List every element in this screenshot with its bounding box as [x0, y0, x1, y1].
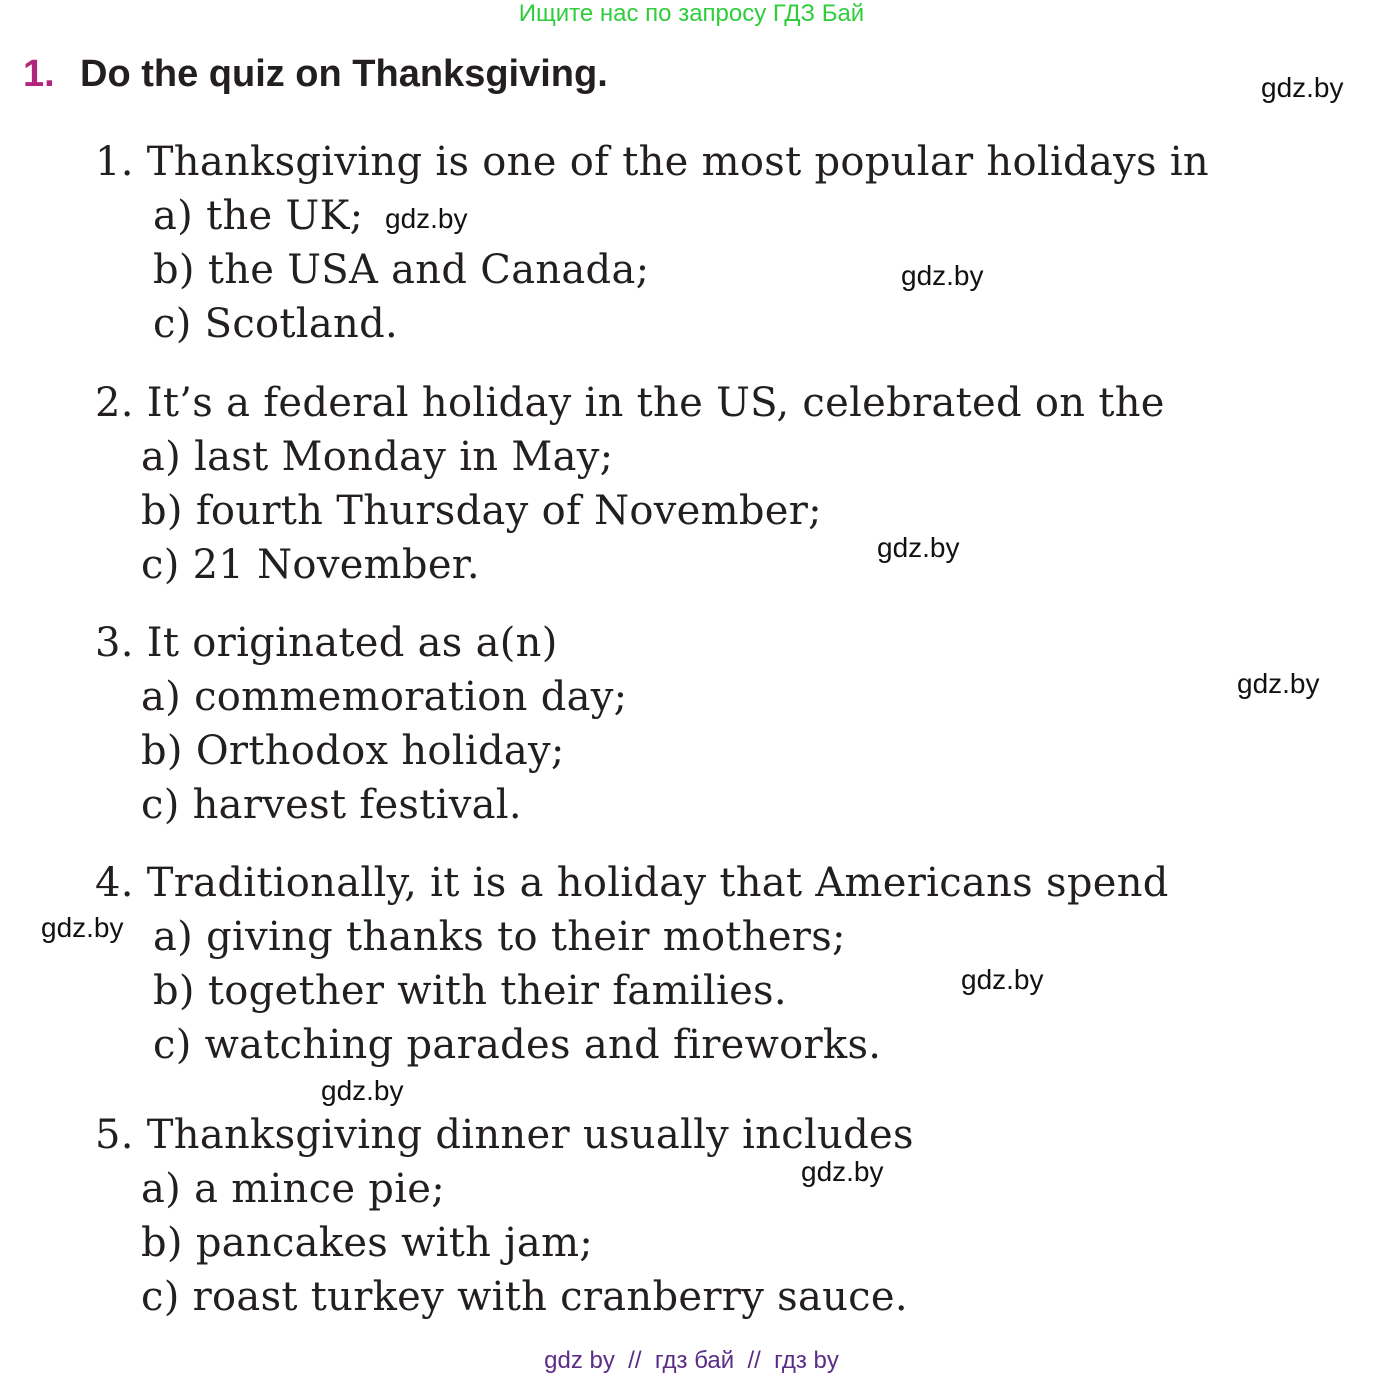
- question-4-option-a: a) giving thanks to their mothers;: [153, 914, 846, 960]
- question-3-option-a: a) commemoration day;: [141, 674, 628, 720]
- question-5: 5. Thanksgiving dinner usually includes: [95, 1112, 914, 1158]
- question-2-option-a: a) last Monday in May;: [141, 434, 614, 480]
- question-3: 3. It originated as a(n): [95, 620, 558, 666]
- bottom-banner: gdz by // гдз бай // гдз by: [544, 1347, 839, 1374]
- question-1-option-a: a) the UK;: [153, 193, 364, 239]
- question-4-option-b: b) together with their families.: [153, 968, 787, 1014]
- question-1-option-b: b) the USA and Canada;: [153, 247, 650, 293]
- watermark: gdz.by: [877, 532, 960, 563]
- watermark: gdz.by: [321, 1075, 404, 1106]
- task-number: 1.: [23, 53, 55, 95]
- watermark: gdz.by: [1237, 668, 1320, 699]
- task-title: Do the quiz on Thanksgiving.: [80, 53, 608, 95]
- question-1: 1. Thanksgiving is one of the most popular holidays in: [95, 139, 1209, 185]
- question-3-option-c: c) harvest festival.: [141, 782, 522, 828]
- question-2-option-c: c) 21 November.: [141, 542, 480, 588]
- top-banner: Ищите нас по запросу ГДЗ Бай: [518, 0, 865, 27]
- question-1-option-c: c) Scotland.: [153, 301, 399, 347]
- watermark: gdz.by: [41, 912, 124, 943]
- question-4: 4. Traditionally, it is a holiday that Americans spend: [95, 860, 1169, 906]
- question-2: 2. It’s a federal holiday in the US, celebrated on the: [95, 380, 1165, 426]
- question-5-option-b: b) pancakes with jam;: [141, 1220, 594, 1266]
- question-4-option-c: c) watching parades and fireworks.: [153, 1022, 882, 1068]
- watermark: gdz.by: [961, 964, 1044, 995]
- watermark: gdz.by: [901, 260, 984, 291]
- question-3-option-b: b) Orthodox holiday;: [141, 728, 565, 774]
- question-5-option-c: c) roast turkey with cranberry sauce.: [141, 1274, 908, 1320]
- watermark: gdz.by: [801, 1156, 884, 1187]
- watermark: gdz.by: [385, 203, 468, 234]
- question-5-option-a: a) a mince pie;: [141, 1166, 446, 1212]
- watermark: gdz.by: [1261, 72, 1344, 103]
- question-2-option-b: b) fourth Thursday of November;: [141, 488, 822, 534]
